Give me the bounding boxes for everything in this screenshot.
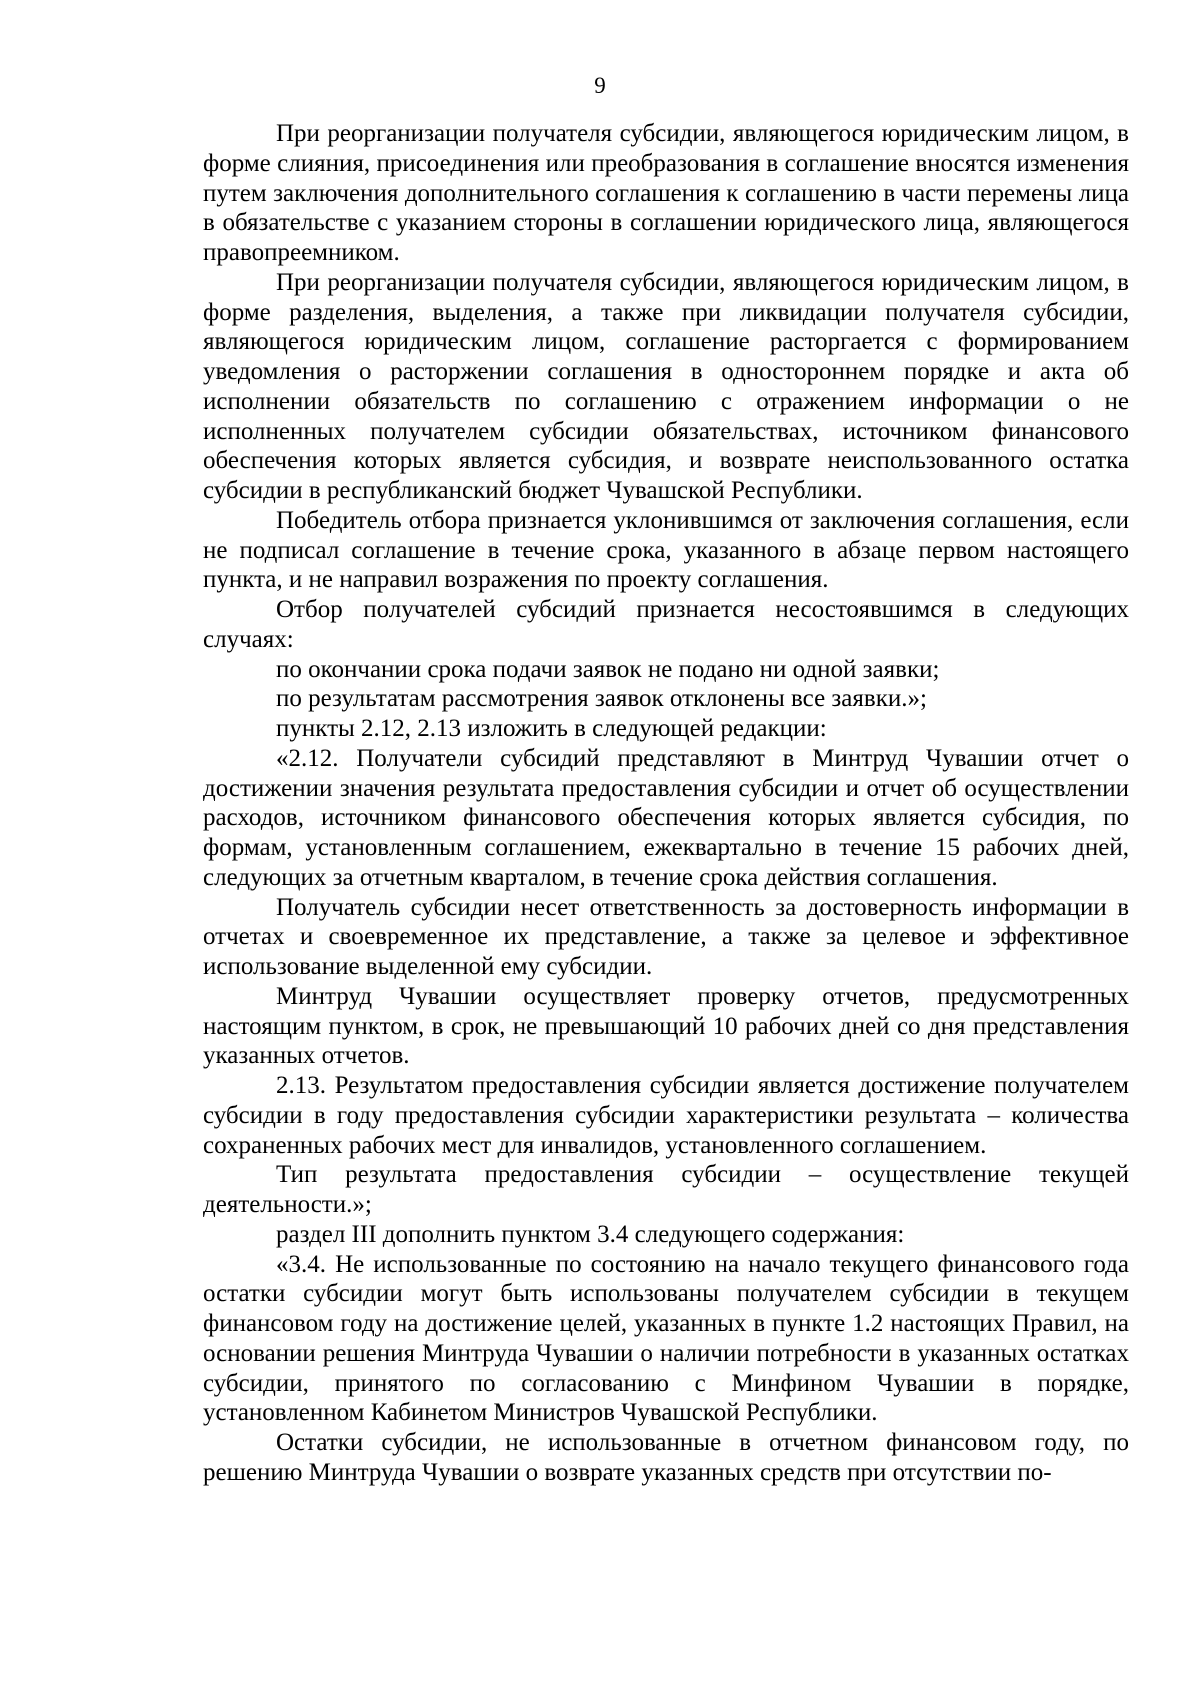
paragraph: по окончании срока подачи заявок не подано ни одной заявки; [276, 655, 940, 683]
paragraph: «2.12. Получатели субсидий представляют в Минтруд Чувашии отчет о достижении значения результата предоставления субсидии и отчет об осуществлении расходов, источником финансового обеспечения которых является субсидия, по формам, установленным соглашением, ежеквартально в течение 15 рабочих дней, следующих за отчетным кварталом, в течение срока действия соглашения. [203, 744, 1129, 891]
paragraph: Минтруд Чувашии осуществляет проверку отчетов, предусмотренных настоящим пунктом, в срок, не превышающий 10 рабочих дней со дня представления указанных отчетов. [203, 982, 1129, 1070]
paragraph: Получатель субсидии несет ответственность за достоверность информации в отчетах и своевременное их представление, а также за целевое и эффективное использование выделенной ему субсидии. [203, 893, 1129, 980]
paragraph: Тип результата предоставления субсидии – осуществление текущей деятельности.»; [203, 1161, 1129, 1218]
paragraph: пункты 2.12, 2.13 изложить в следующей редакции: [276, 715, 827, 742]
paragraph: Победитель отбора признается уклонившимся от заключения соглашения, если не подписал соглашение в течение срока, указанного в абзаце первом настоящего пункта, и не направил возражения по проекту соглашения. [203, 506, 1129, 594]
paragraph: При реорганизации получателя субсидии, являющегося юридическим лицом, в форме слияния, присоединения или преобразования в соглашение вносятся изменения путем заключения дополнительного соглашения к соглашению в части перемены лица в обязательстве с указанием стороны в соглашении юридического лица, являющегося правопреемником. [203, 120, 1129, 266]
paragraph: по результатам рассмотрения заявок отклонены все заявки.»; [276, 685, 927, 713]
page-number: 9 [594, 73, 606, 98]
paragraph: «3.4. Не использованные по состоянию на начало текущего финансового года остатки субсидии могут быть использованы получателем субсидии в текущем финансовом году на достижение целей, указанных в пункте 1.2 настоящих Правил, на основании решения Минтруда Чувашии о наличии потребности в указанных остатках субсидии, принятого по согласованию с Минфином Чувашии в порядке, установленном Кабинетом Министров Чувашской Республики. [203, 1250, 1129, 1427]
paragraph: При реорганизации получателя субсидии, являющегося юридическим лицом, в форме разделения, выделения, а также при ликвидации получателя субсидии, являющегося юридическим лицом, соглашение расторгается с формированием уведомления о расторжении соглашения в одностороннем порядке и акта об исполнении обязательств по соглашению с отражением информации о не исполненных получателем субсидии обязательствах, источником финансового обеспечения которых является субсидия, и возврате неиспользованного остатка субсидии в республиканский бюджет Чувашской Республики. [203, 268, 1129, 504]
document-body [203, 119, 1129, 1488]
paragraph: 2.13. Результатом предоставления субсидии является достижение получателем субсидии в году предоставления субсидии характеристики результата – количества сохраненных рабочих мест для инвалидов, установленного соглашением. [203, 1072, 1129, 1159]
paragraph: раздел III дополнить пунктом 3.4 следующего содержания: [276, 1220, 905, 1248]
paragraph: Отбор получателей субсидий признается несостоявшимся в следующих случаях: [203, 596, 1129, 653]
paragraph: Остатки субсидии, не использованные в отчетном финансовом году, по решению Минтруда Чувашии о возврате указанных средств при отсутствии по- [203, 1429, 1129, 1486]
